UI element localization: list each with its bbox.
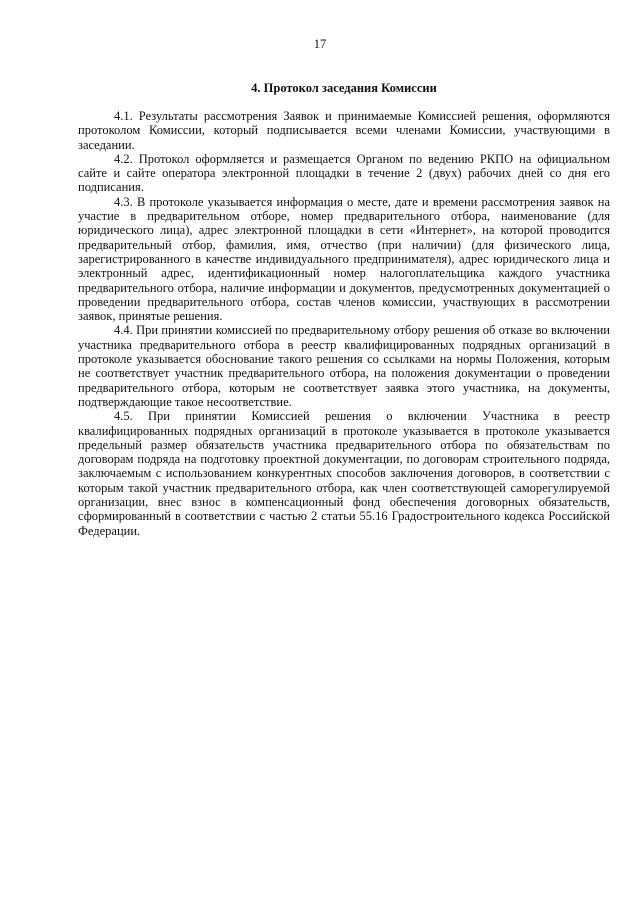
- paragraph-4-2: 4.2. Протокол оформляется и размещается Органом по ведению РКПО на официальном сайте и сайте оператора электронной площадки в течение 2 (двух) рабочих дней со дня его подписания.: [78, 151, 610, 195]
- page-number: 17: [313, 37, 327, 51]
- section-body: [78, 109, 610, 538]
- paragraph-4-3: 4.3. В протоколе указывается информация о месте, дате и времени рассмотрения заявок на участие в предварительном отборе, номер предварительного отбора, наименование (для юридического лица), адрес электронной площадки в сети «Интернет», на которой проводится предварительный отбор, фамилия, имя, отчество (при наличии) (для физического лица, зарегистрированного в качестве индивидуального предпринимателя), адрес юридического лица и электронный адрес, идентификационный номер налогоплательщика каждого участника предварительного отбора, наличие информации и документов, предусмотренных документацией о проведении предварительного отбора, состав членов комиссии, участвующих в рассмотрении заявок, принятые решения.: [78, 194, 610, 324]
- section-title: 4. Протокол заседания Комиссии: [251, 81, 437, 95]
- paragraph-4-1: 4.1. Результаты рассмотрения Заявок и принимаемые Комиссией решения, оформляются протоколом Комиссии, который подписывается всеми членами Комиссии, участвующими в заседании.: [78, 109, 610, 152]
- paragraph-4-5: 4.5. При принятии Комиссией решения о включении Участника в реестр квалифицированных подрядных организаций в протоколе указывается в протоколе указывается предельный размер обязательств участника предварительного отбора по обязательствам по договорам подряда на подготовку проектной документации, по договорам строительного подряда, заключаемым с использованием конкурентных способов заключения договоров, в соответствии с которым такой участник предварительного отбора, как член соответствующей саморегулируемой организации, внес взнос в компенсационный фонд обеспечения договорных обязательств, сформированный в соответствии с частью 2 статьи 55.16 Градостроительного кодекса Российской Федерации.: [78, 409, 610, 538]
- paragraph-4-4: 4.4. При принятии комиссией по предварительному отбору решения об отказе во включении участника предварительного отбора в реестр квалифицированных подрядных организаций в протоколе указывается обоснование такого решения со ссылками на нормы Положения, которым не соответствует участник предварительного отбора, на положения документации о проведении предварительного отбора, которым не соответствует заявка этого участника, на документы, подтверждающие такое несоответствие.: [78, 323, 610, 409]
